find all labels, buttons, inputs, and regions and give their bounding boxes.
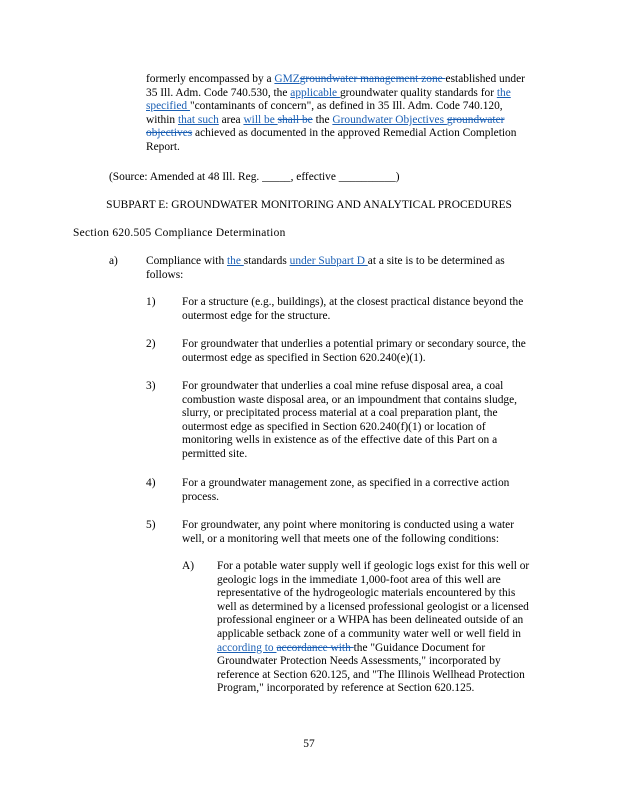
sub-a-text-1: For a potable water supply well if geologic logs exist for this well or geologic logs in the immediate 1,000-foot area of this well are representative of the hydrogeologic materials encountered by this well as determined by a licensed professional geologist or a licensed professional engineer or a WHPA has been delineated outside of an applicable setback zone of a community water well or well field in bbox=[217, 560, 530, 640]
inserted-will-be: will be bbox=[243, 113, 278, 126]
item-2-text: For groundwater that underlies a potential primary or secondary source, the outermost edge as specified in Section 620.240(e)(1). bbox=[182, 338, 526, 364]
deleted-groundwater-objectives: groundwater objectives bbox=[146, 113, 505, 140]
intro-text-3: groundwater quality standards for bbox=[339, 86, 497, 99]
subpart-heading: SUBPART E: GROUNDWATER MONITORING AND ANALYTICAL PROCEDURES bbox=[106, 199, 512, 211]
sub-a-label: A) bbox=[182, 560, 195, 572]
item-4-label: 4) bbox=[146, 477, 156, 489]
item-5-text: For groundwater, any point where monitoring is conducted using a water well, or a monitoring well that meets one of the following conditions: bbox=[182, 519, 515, 545]
intro-text-7: achieved as documented in the approved Remedial Action Completion Report. bbox=[146, 127, 517, 153]
para-a-text-2: standards bbox=[243, 255, 290, 267]
source-note: (Source: Amended at 48 Ill. Reg. _____, effective __________) bbox=[109, 171, 400, 183]
inserted-the-specified: the specified bbox=[146, 86, 511, 113]
item-1-label: 1) bbox=[146, 296, 156, 308]
intro-text-5: area bbox=[218, 113, 244, 126]
para-a-text-1: Compliance with bbox=[146, 255, 227, 267]
deleted-shall-be: shall be bbox=[277, 113, 313, 126]
sub-a-text-2: the "Guidance Document for Groundwater Protection Needs Assessments," incorporated by reference at Section 620.125, and "The Illinois Wellhead Protection Program," incorporated by reference at Section 620.125. bbox=[217, 641, 525, 695]
inserted-according-to: according to bbox=[217, 641, 277, 654]
intro-text-4: "contaminants of concern", as defined in 35 Ill. Adm. Code 740.120, within bbox=[146, 100, 503, 126]
inserted-under-subpart-d: under Subpart D bbox=[289, 255, 368, 267]
inserted-that-such: that such bbox=[177, 113, 219, 126]
item-2-label: 2) bbox=[146, 338, 156, 350]
item-3-label: 3) bbox=[146, 380, 156, 392]
item-3-text: For groundwater that underlies a coal mine refuse disposal area, a coal combustion waste disposal area, or an impoundment that contains sludge, slurry, or precipitated process material at a coal preparation plant, the outermost edge as specified in Section 620.240(f)(1) or location of monitoring wells in existence as of the effective date of this Part on a permitted site. bbox=[182, 380, 518, 460]
intro-text-2: established under 35 Ill. Adm. Code 740.530, the bbox=[146, 73, 525, 99]
para-a-label: a) bbox=[109, 255, 118, 267]
item-4-text: For a groundwater management zone, as specified in a corrective action process. bbox=[182, 477, 510, 503]
intro-paragraph bbox=[146, 73, 532, 155]
intro-text-6: the bbox=[312, 113, 333, 126]
inserted-gmz: GMZ bbox=[274, 73, 300, 85]
sub-a-text bbox=[217, 560, 535, 696]
inserted-groundwater-objectives: Groundwater Objectives bbox=[332, 113, 447, 126]
section-title: Section 620.505 Compliance Determination bbox=[73, 227, 286, 239]
inserted-applicable: applicable bbox=[290, 86, 340, 99]
intro-text-1: formerly encompassed by a bbox=[146, 73, 275, 85]
page-number: 57 bbox=[303, 738, 315, 750]
item-1-text: For a structure (e.g., buildings), at the closest practical distance beyond the outermost edge for the structure. bbox=[182, 296, 524, 322]
inserted-the: the bbox=[227, 255, 244, 267]
deleted-groundwater-management-zone: groundwater management zone bbox=[299, 73, 446, 85]
item-5-label: 5) bbox=[146, 519, 156, 531]
para-a-text-3: at a site is to be determined as follows: bbox=[146, 255, 505, 281]
deleted-accordance-with: accordance with bbox=[276, 641, 354, 654]
para-a-text bbox=[146, 255, 532, 282]
